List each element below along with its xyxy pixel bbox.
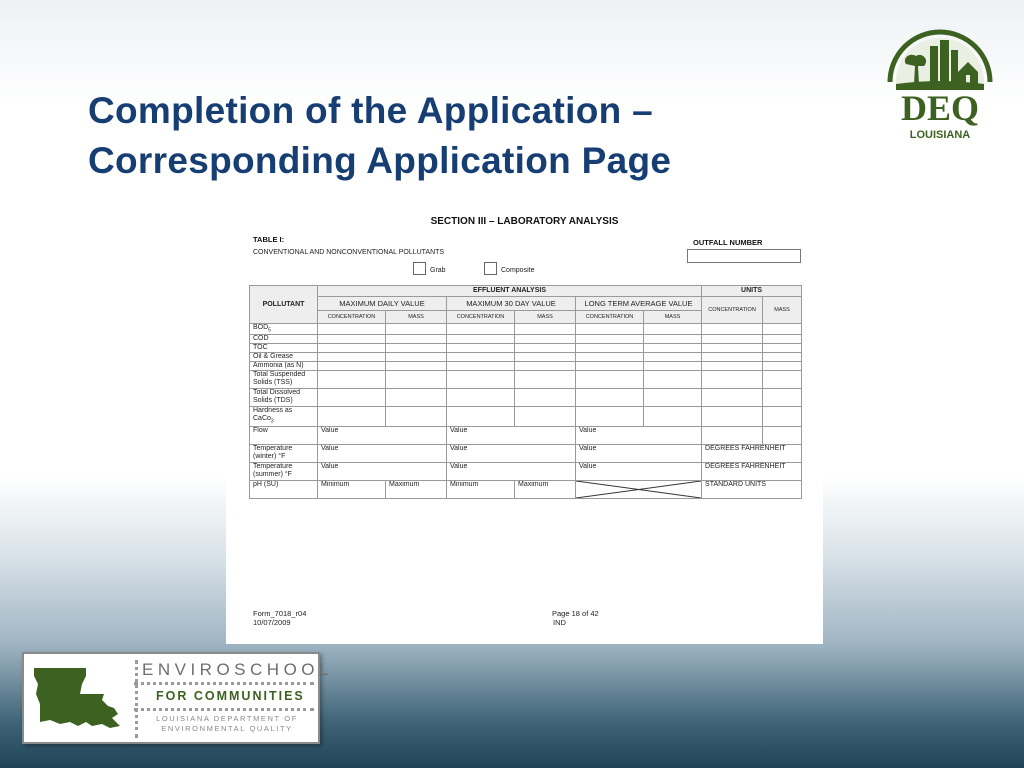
mass-header: MASS xyxy=(386,311,447,324)
slide-title xyxy=(88,86,671,186)
form-date: 10/07/2009 xyxy=(253,618,291,627)
composite-checkbox[interactable] xyxy=(484,262,497,275)
value-cell[interactable]: Value xyxy=(318,426,447,444)
units-header: UNITS xyxy=(702,286,802,297)
enviroschool-agency: LOUISIANA DEPARTMENT OF ENVIRONMENTAL QUALITY xyxy=(156,714,298,733)
cross-mark-icon xyxy=(576,481,701,498)
maximum-cell[interactable]: Maximum xyxy=(386,480,447,498)
form-id: Form_7018_r04 xyxy=(253,609,307,618)
table-row xyxy=(250,335,802,344)
pollutant-name: Temperature (summer) °F xyxy=(250,462,318,480)
minimum-cell[interactable]: Minimum xyxy=(447,480,515,498)
deq-louisiana-logo xyxy=(882,20,998,144)
table-row xyxy=(250,480,802,498)
units-cell: DEGREES FAHRENHEIT xyxy=(702,462,802,480)
concentration-header: CONCENTRATION xyxy=(447,311,515,324)
laboratory-analysis-table xyxy=(249,285,802,499)
page-number: Page 18 of 42 xyxy=(552,609,599,618)
long-term-header: LONG TERM AVERAGE VALUE xyxy=(576,297,702,311)
pollutant-name: TOC xyxy=(250,344,318,353)
form-code: IND xyxy=(553,618,566,627)
enviroschool-logo xyxy=(22,652,333,744)
mass-header: MASS xyxy=(644,311,702,324)
outfall-number-field[interactable] xyxy=(687,249,801,263)
deq-logo-state: LOUISIANA xyxy=(909,129,971,141)
value-cell[interactable]: Value xyxy=(318,444,447,462)
grab-label: Grab xyxy=(430,267,446,274)
table-row xyxy=(250,462,802,480)
pollutant-name: COD xyxy=(250,335,318,344)
units-cell: STANDARD UNITS xyxy=(702,480,802,498)
units-concentration-header: CONCENTRATION xyxy=(702,297,763,324)
section-title: SECTION III – LABORATORY ANALYSIS xyxy=(430,216,619,227)
enviroschool-subtitle: FOR COMMUNITIES xyxy=(156,689,305,703)
enviroschool-title: ENVIROSCHOOL xyxy=(142,660,333,679)
table-row xyxy=(250,353,802,362)
pollutant-name: Ammonia (as N) xyxy=(250,362,318,371)
slide-title-line-1: Completion of the Application – xyxy=(88,90,653,131)
table-label: TABLE I: xyxy=(253,235,285,244)
table-row xyxy=(250,407,802,426)
pollutant-name: Total Dissolved Solids (TDS) xyxy=(250,389,318,407)
minimum-cell[interactable]: Minimum xyxy=(318,480,386,498)
effluent-analysis-header: EFFLUENT ANALYSIS xyxy=(318,286,702,297)
table-row xyxy=(250,362,802,371)
louisiana-map-icon xyxy=(30,664,126,736)
table-row xyxy=(250,371,802,389)
grab-checkbox[interactable] xyxy=(413,262,426,275)
pollutant-name: Flow xyxy=(250,426,318,444)
concentration-header: CONCENTRATION xyxy=(576,311,644,324)
max-daily-header: MAXIMUM DAILY VALUE xyxy=(318,297,447,311)
value-cell[interactable]: Value xyxy=(576,462,702,480)
dotted-divider xyxy=(134,708,314,711)
pollutant-name: pH (SU) xyxy=(250,480,318,498)
units-mass-header: MASS xyxy=(763,297,802,324)
value-cell[interactable]: Value xyxy=(447,426,576,444)
table-row xyxy=(250,444,802,462)
value-cell[interactable]: Value xyxy=(576,444,702,462)
footer-left xyxy=(253,609,306,627)
dotted-divider xyxy=(134,682,314,685)
footer-right xyxy=(552,609,599,627)
maximum-cell[interactable]: Maximum xyxy=(515,480,576,498)
units-cell: DEGREES FAHRENHEIT xyxy=(702,444,802,462)
outfall-number-label: OUTFALL NUMBER xyxy=(693,238,763,247)
dotted-divider xyxy=(135,660,139,738)
value-cell[interactable]: Value xyxy=(576,426,702,444)
max-30day-header: MAXIMUM 30 DAY VALUE xyxy=(447,297,576,311)
composite-label: Composite xyxy=(501,267,535,274)
form-page xyxy=(226,204,823,644)
table-row xyxy=(250,389,802,407)
table-subtitle: CONVENTIONAL AND NONCONVENTIONAL POLLUTANTS xyxy=(253,249,445,256)
pollutant-header: POLLUTANT xyxy=(250,286,318,324)
pollutant-name: Hardness as CaCo$_3$ xyxy=(250,407,318,426)
slide-title-line-2: Corresponding Application Page xyxy=(88,140,672,181)
deq-logo-name: DEQ xyxy=(900,88,980,128)
pollutant-name: Temperature (winter) °F xyxy=(250,444,318,462)
crossed-out-cell xyxy=(576,480,702,498)
mass-header: MASS xyxy=(515,311,576,324)
table-row xyxy=(250,344,802,353)
pollutant-name: Oil & Grease xyxy=(250,353,318,362)
pollutant-name: $BOD_5$ xyxy=(250,324,318,335)
value-cell[interactable]: Value xyxy=(447,462,576,480)
table-row xyxy=(250,426,802,444)
value-cell[interactable]: Value xyxy=(318,462,447,480)
concentration-header: CONCENTRATION xyxy=(318,311,386,324)
table-row xyxy=(250,324,802,335)
value-cell[interactable]: Value xyxy=(447,444,576,462)
pollutant-name: Total Suspended Solids (TSS) xyxy=(250,371,318,389)
